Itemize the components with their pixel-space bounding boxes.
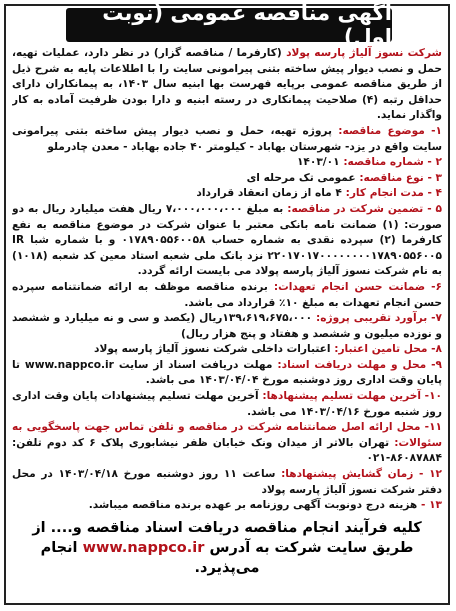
notice-item — [12, 311, 442, 342]
footer-url-link[interactable]: www.nappco.ir — [82, 539, 205, 556]
footer-text-after: انجام می‌پذیرد. — [40, 539, 260, 576]
notice-item-label: ۸- محل تامین اعتبار: — [334, 343, 442, 356]
notice-item — [12, 467, 442, 498]
notice-item — [12, 342, 442, 358]
notice-item-label: ۴ - مدت انجام کار: — [345, 187, 442, 200]
notice-item — [12, 389, 442, 420]
notice-item — [12, 280, 442, 311]
notice-item-label: ۱۱- محل ارائه اصل ضمانتنامه شرکت در مناقصه و تلفن تماس جهت پاسخگویی به سئوالات: — [12, 421, 442, 449]
notice-item-label: ۷- برآورد تقریبی پروژه: — [316, 312, 442, 325]
notice-item-text: هزینه درج دونوبت آگهی روزنامه بر عهده برنده مناقصه میباشد. — [88, 499, 421, 512]
notice-item-text: مهلت دریافت اسناد از سایت www.nappco.ir تا پایان وقت اداری روز دوشنبه مورخ ۱۴۰۳/۰۴/۰۴ می باشد. — [12, 358, 442, 387]
notice-item — [12, 124, 442, 155]
notice-item-label: ۵ - تضمین شرکت در مناقصه: — [287, 202, 442, 215]
company-name: شرکت نسوز آلیاژ پارسه پولاد — [286, 47, 442, 59]
notice-item — [12, 420, 442, 467]
notice-item — [12, 202, 442, 280]
notice-item-label: ۹- محل و مهلت دریافت اسناد: — [277, 358, 442, 371]
intro-text: (کارفرما / مناقصه گزار) در نظر دارد، عملیات تهیه، حمل و نصب دیوار پیش ساخته بتنی پیرامونی سایت را با اطلاعات پایه به شرح ذیل از طریق مناقصه عمومی برپایه فهرست بها ابنیه سال ۱۴۰۳، به پیمانکاران دارای حداقل رتبه (۴) صلاحیت پیمانکاری در رسته ابنیه و دارا بودن ظرفیت آماده به کار واگذار نماید. — [12, 47, 442, 122]
notice-item — [12, 171, 442, 187]
notice-item-text: ساعت ۱۱ روز دوشنبه مورخ ۱۴۰۳/۰۴/۱۸ در محل دفتر شرکت نسوز آلیاژ پارسه پولاد — [12, 468, 442, 496]
notice-item-text: ۱۴۰۳/۰۱ — [296, 156, 344, 169]
notice-item-text: ۱۳۹،۶۱۹،۶۷۵،۰۰۰ریال (یکصد و سی و نه میلیارد و ششصد و نوزده میلیون و ششصد و هفتاد و پنج هزار ریال) — [12, 312, 442, 340]
notice-footer — [12, 518, 442, 578]
notice-item-text: عمومی تک مرحله ای — [246, 171, 360, 184]
notice-item-text: اعتبارات داخلی شرکت نسوز آلیاژ پارسه پولاد — [94, 343, 335, 356]
notice-title: آگهی مناقصه عمومی (نوبت اول) — [66, 8, 392, 42]
notice-item-text: ۴ ماه از زمان انعقاد قرارداد — [196, 187, 346, 200]
notice-item-label: ۱۰- آخرین مهلت تسلیم پیشنهادها: — [262, 390, 442, 403]
footer-text-before: کلیه فرآیند انجام مناقصه دریافت اسناد مناقصه و.... از طریق سایت شرکت به آدرس — [32, 519, 422, 556]
intro-paragraph — [12, 46, 442, 124]
notice-item-text: به مبلغ ۷،۰۰۰،۰۰۰،۰۰۰ ریال هفت میلیارد ریال به دو صورت: (۱) ضمانت نامه بانکی معتبر با عنوان شرکت در موضوع مناقصه به نفع کارفرما (۲) سپرده نقدی به شماره حساب ۰۱۷۸۹۰۵۵۶۰۰۵۸ و با شماره شبا IR ۲۲۰۱۷۰۱۷۰۰۰۰۰۰۰۰۱۷۸۹۰۵۵۶۰۰۵ نزد بانک ملی شعبه استاد معین کد شعبه (۱۰۱۸) به نام شرکت نسوز آلیاژ پارسه پولاد می بایست ارائه گردد. — [12, 202, 442, 278]
notice-item — [12, 155, 442, 171]
notice-item — [12, 186, 442, 202]
notice-item-label: ۲ - شماره مناقصه: — [343, 156, 442, 169]
notice-body — [12, 46, 442, 597]
tender-notice — [4, 1, 450, 605]
notice-item-text: پروژه تهیه، حمل و نصب دیوار پیش ساخته بتنی پیرامونی سایت واقع در یزد- شهرستان بهاباد - کیلومتر ۴۰ جاده بهاباد - معدن چادرملو — [12, 124, 442, 153]
notice-item-label: ۶- ضمانت حسن انجام تعهدات: — [273, 280, 442, 293]
notice-item-label: ۱۳ - — [420, 499, 442, 512]
notice-item-label: ۳ - نوع مناقصه: — [359, 171, 442, 184]
notice-item-text: برنده مناقصه موظف به ارائه ضمانتنامه سپرده حسن انجام تعهدات به مبلغ ۱۰٪ قرارداد می باشد. — [12, 280, 442, 309]
notice-items — [12, 124, 442, 514]
notice-item-label: ۱۲ - زمان گشایش پیشنهادها: — [281, 468, 442, 481]
notice-item — [12, 498, 442, 514]
notice-item-text: تهران بالاتر از میدان ونک خیابان ظفر نیشابوری پلاک ۶ کد دوم تلفن: ۸۶۰۸۷۸۸۴-۰۲۱ — [12, 436, 442, 465]
notice-item — [12, 358, 442, 389]
notice-item-label: ۱- موضوع مناقصه: — [338, 124, 442, 137]
notice-item-text: آخرین مهلت تسلیم پیشنهادات پایان وقت اداری روز شنبه مورخ ۱۴۰۳/۰۴/۱۶ می باشد. — [12, 390, 442, 418]
